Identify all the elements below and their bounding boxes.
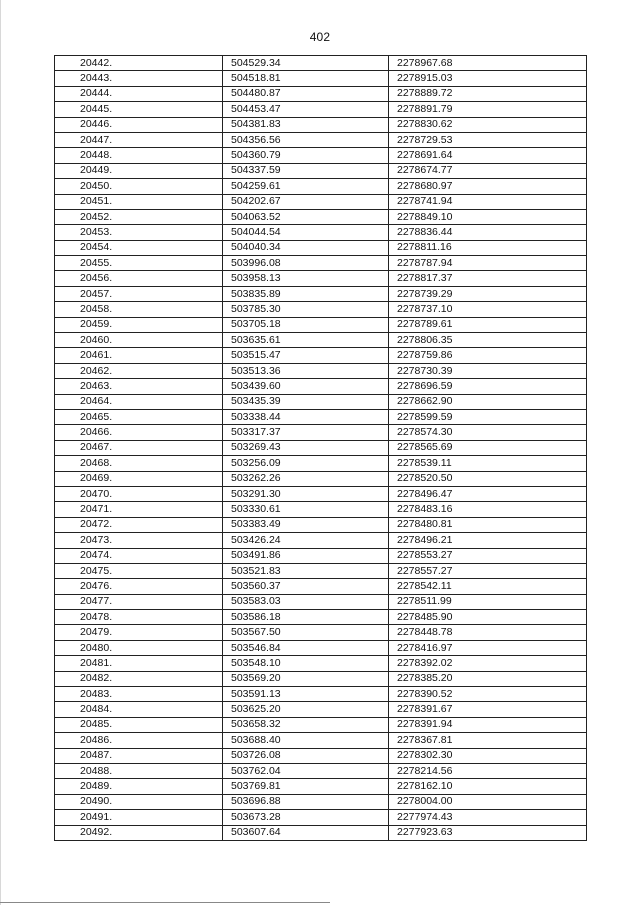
y-coordinate-cell: 2278302.30 bbox=[389, 748, 587, 763]
point-number-cell: 20444. bbox=[55, 86, 223, 101]
table-row bbox=[55, 209, 587, 224]
table-row bbox=[55, 471, 587, 486]
table-row bbox=[55, 333, 587, 348]
table-row bbox=[55, 132, 587, 147]
page-number: 402 bbox=[309, 30, 331, 44]
y-coordinate-cell: 2278214.56 bbox=[389, 763, 587, 778]
x-coordinate-cell: 503439.60 bbox=[223, 379, 389, 394]
x-coordinate-cell: 504480.87 bbox=[223, 86, 389, 101]
x-coordinate-cell: 503688.40 bbox=[223, 733, 389, 748]
x-coordinate-cell: 503586.18 bbox=[223, 610, 389, 625]
x-coordinate-cell: 503291.30 bbox=[223, 486, 389, 501]
x-coordinate-cell: 503546.84 bbox=[223, 640, 389, 655]
table-row bbox=[55, 240, 587, 255]
y-coordinate-cell: 2278741.94 bbox=[389, 194, 587, 209]
point-number-cell: 20462. bbox=[55, 363, 223, 378]
x-coordinate-cell: 504518.81 bbox=[223, 71, 389, 86]
y-coordinate-cell: 2278759.86 bbox=[389, 348, 587, 363]
x-coordinate-cell: 504356.56 bbox=[223, 132, 389, 147]
point-number-cell: 20487. bbox=[55, 748, 223, 763]
point-number-cell: 20474. bbox=[55, 548, 223, 563]
table-row bbox=[55, 286, 587, 301]
point-number-cell: 20454. bbox=[55, 240, 223, 255]
table-row bbox=[55, 825, 587, 840]
page-left-edge bbox=[0, 0, 1, 905]
point-number-cell: 20450. bbox=[55, 179, 223, 194]
x-coordinate-cell: 503705.18 bbox=[223, 317, 389, 332]
y-coordinate-cell: 2278789.61 bbox=[389, 317, 587, 332]
x-coordinate-cell: 503785.30 bbox=[223, 302, 389, 317]
y-coordinate-cell: 2278691.64 bbox=[389, 148, 587, 163]
x-coordinate-cell: 503762.04 bbox=[223, 763, 389, 778]
point-number-cell: 20469. bbox=[55, 471, 223, 486]
table-row bbox=[55, 502, 587, 517]
table-row bbox=[55, 517, 587, 532]
table-row bbox=[55, 640, 587, 655]
point-number-cell: 20472. bbox=[55, 517, 223, 532]
x-coordinate-cell: 503569.20 bbox=[223, 671, 389, 686]
table-row bbox=[55, 548, 587, 563]
x-coordinate-cell: 503262.26 bbox=[223, 471, 389, 486]
point-number-cell: 20468. bbox=[55, 456, 223, 471]
table-row bbox=[55, 763, 587, 778]
x-coordinate-cell: 503835.89 bbox=[223, 286, 389, 301]
y-coordinate-cell: 2277974.43 bbox=[389, 810, 587, 825]
point-number-cell: 20451. bbox=[55, 194, 223, 209]
y-coordinate-cell: 2278574.30 bbox=[389, 425, 587, 440]
x-coordinate-cell: 503625.20 bbox=[223, 702, 389, 717]
x-coordinate-cell: 504453.47 bbox=[223, 102, 389, 117]
point-number-cell: 20453. bbox=[55, 225, 223, 240]
y-coordinate-cell: 2278737.10 bbox=[389, 302, 587, 317]
point-number-cell: 20448. bbox=[55, 148, 223, 163]
point-number-cell: 20456. bbox=[55, 271, 223, 286]
y-coordinate-cell: 2278392.02 bbox=[389, 656, 587, 671]
point-number-cell: 20464. bbox=[55, 394, 223, 409]
point-number-cell: 20457. bbox=[55, 286, 223, 301]
point-number-cell: 20491. bbox=[55, 810, 223, 825]
y-coordinate-cell: 2278511.99 bbox=[389, 594, 587, 609]
point-number-cell: 20477. bbox=[55, 594, 223, 609]
x-coordinate-cell: 503491.86 bbox=[223, 548, 389, 563]
x-coordinate-cell: 503330.61 bbox=[223, 502, 389, 517]
table-row bbox=[55, 671, 587, 686]
table-row bbox=[55, 733, 587, 748]
x-coordinate-cell: 503269.43 bbox=[223, 440, 389, 455]
x-coordinate-cell: 503673.28 bbox=[223, 810, 389, 825]
table-row bbox=[55, 348, 587, 363]
point-number-cell: 20475. bbox=[55, 563, 223, 578]
x-coordinate-cell: 504044.54 bbox=[223, 225, 389, 240]
y-coordinate-cell: 2278662.90 bbox=[389, 394, 587, 409]
x-coordinate-cell: 503560.37 bbox=[223, 579, 389, 594]
table-row bbox=[55, 102, 587, 117]
point-number-cell: 20489. bbox=[55, 779, 223, 794]
point-number-cell: 20480. bbox=[55, 640, 223, 655]
y-coordinate-cell: 2278557.27 bbox=[389, 563, 587, 578]
x-coordinate-cell: 504202.67 bbox=[223, 194, 389, 209]
y-coordinate-cell: 2278004.00 bbox=[389, 794, 587, 809]
y-coordinate-cell: 2278367.81 bbox=[389, 733, 587, 748]
table-row bbox=[55, 409, 587, 424]
y-coordinate-cell: 2278674.77 bbox=[389, 163, 587, 178]
y-coordinate-cell: 2278496.47 bbox=[389, 486, 587, 501]
table-row bbox=[55, 394, 587, 409]
y-coordinate-cell: 2278539.11 bbox=[389, 456, 587, 471]
table-row bbox=[55, 317, 587, 332]
table-row bbox=[55, 225, 587, 240]
x-coordinate-cell: 503426.24 bbox=[223, 533, 389, 548]
point-number-cell: 20478. bbox=[55, 610, 223, 625]
y-coordinate-cell: 2278448.78 bbox=[389, 625, 587, 640]
x-coordinate-cell: 503958.13 bbox=[223, 271, 389, 286]
y-coordinate-cell: 2278496.21 bbox=[389, 533, 587, 548]
y-coordinate-cell: 2278696.59 bbox=[389, 379, 587, 394]
point-number-cell: 20458. bbox=[55, 302, 223, 317]
y-coordinate-cell: 2278806.35 bbox=[389, 333, 587, 348]
table-row bbox=[55, 486, 587, 501]
point-number-cell: 20460. bbox=[55, 333, 223, 348]
point-number-cell: 20445. bbox=[55, 102, 223, 117]
table-row bbox=[55, 302, 587, 317]
point-number-cell: 20449. bbox=[55, 163, 223, 178]
point-number-cell: 20447. bbox=[55, 132, 223, 147]
table-row bbox=[55, 687, 587, 702]
y-coordinate-cell: 2278729.53 bbox=[389, 132, 587, 147]
table-row bbox=[55, 194, 587, 209]
point-number-cell: 20442. bbox=[55, 56, 223, 71]
table-row bbox=[55, 86, 587, 101]
table-row bbox=[55, 594, 587, 609]
table-row bbox=[55, 794, 587, 809]
point-number-cell: 20490. bbox=[55, 794, 223, 809]
point-number-cell: 20461. bbox=[55, 348, 223, 363]
x-coordinate-cell: 503635.61 bbox=[223, 333, 389, 348]
y-coordinate-cell: 2278915.03 bbox=[389, 71, 587, 86]
point-number-cell: 20488. bbox=[55, 763, 223, 778]
y-coordinate-cell: 2278390.52 bbox=[389, 687, 587, 702]
y-coordinate-cell: 2278849.10 bbox=[389, 209, 587, 224]
table-row bbox=[55, 779, 587, 794]
point-number-cell: 20484. bbox=[55, 702, 223, 717]
point-number-cell: 20483. bbox=[55, 687, 223, 702]
x-coordinate-cell: 503338.44 bbox=[223, 409, 389, 424]
coordinates-table-body bbox=[55, 56, 587, 841]
y-coordinate-cell: 2278565.69 bbox=[389, 440, 587, 455]
y-coordinate-cell: 2278967.68 bbox=[389, 56, 587, 71]
y-coordinate-cell: 2278416.97 bbox=[389, 640, 587, 655]
y-coordinate-cell: 2278391.94 bbox=[389, 717, 587, 732]
y-coordinate-cell: 2278889.72 bbox=[389, 86, 587, 101]
x-coordinate-cell: 504259.61 bbox=[223, 179, 389, 194]
table-row bbox=[55, 717, 587, 732]
bottom-rule bbox=[0, 902, 330, 903]
x-coordinate-cell: 503726.08 bbox=[223, 748, 389, 763]
y-coordinate-cell: 2278739.29 bbox=[389, 286, 587, 301]
point-number-cell: 20463. bbox=[55, 379, 223, 394]
point-number-cell: 20471. bbox=[55, 502, 223, 517]
y-coordinate-cell: 2278391.67 bbox=[389, 702, 587, 717]
y-coordinate-cell: 2278730.39 bbox=[389, 363, 587, 378]
table-row bbox=[55, 179, 587, 194]
x-coordinate-cell: 503256.09 bbox=[223, 456, 389, 471]
table-row bbox=[55, 379, 587, 394]
y-coordinate-cell: 2278811.16 bbox=[389, 240, 587, 255]
y-coordinate-cell: 2278680.97 bbox=[389, 179, 587, 194]
y-coordinate-cell: 2278817.37 bbox=[389, 271, 587, 286]
x-coordinate-cell: 503696.88 bbox=[223, 794, 389, 809]
table-row bbox=[55, 702, 587, 717]
point-number-cell: 20479. bbox=[55, 625, 223, 640]
x-coordinate-cell: 503996.08 bbox=[223, 256, 389, 271]
point-number-cell: 20465. bbox=[55, 409, 223, 424]
y-coordinate-cell: 2277923.63 bbox=[389, 825, 587, 840]
x-coordinate-cell: 503567.50 bbox=[223, 625, 389, 640]
y-coordinate-cell: 2278480.81 bbox=[389, 517, 587, 532]
table-row bbox=[55, 56, 587, 71]
table-row bbox=[55, 533, 587, 548]
x-coordinate-cell: 503769.81 bbox=[223, 779, 389, 794]
y-coordinate-cell: 2278385.20 bbox=[389, 671, 587, 686]
point-number-cell: 20486. bbox=[55, 733, 223, 748]
point-number-cell: 20452. bbox=[55, 209, 223, 224]
y-coordinate-cell: 2278162.10 bbox=[389, 779, 587, 794]
x-coordinate-cell: 503591.13 bbox=[223, 687, 389, 702]
y-coordinate-cell: 2278787.94 bbox=[389, 256, 587, 271]
table-row bbox=[55, 256, 587, 271]
point-number-cell: 20485. bbox=[55, 717, 223, 732]
x-coordinate-cell: 503383.49 bbox=[223, 517, 389, 532]
table-row bbox=[55, 579, 587, 594]
x-coordinate-cell: 504063.52 bbox=[223, 209, 389, 224]
x-coordinate-cell: 503513.36 bbox=[223, 363, 389, 378]
table-row bbox=[55, 748, 587, 763]
point-number-cell: 20476. bbox=[55, 579, 223, 594]
y-coordinate-cell: 2278891.79 bbox=[389, 102, 587, 117]
table-row bbox=[55, 563, 587, 578]
y-coordinate-cell: 2278830.62 bbox=[389, 117, 587, 132]
point-number-cell: 20470. bbox=[55, 486, 223, 501]
point-number-cell: 20466. bbox=[55, 425, 223, 440]
table-row bbox=[55, 271, 587, 286]
x-coordinate-cell: 503658.32 bbox=[223, 717, 389, 732]
y-coordinate-cell: 2278542.11 bbox=[389, 579, 587, 594]
y-coordinate-cell: 2278520.50 bbox=[389, 471, 587, 486]
point-number-cell: 20443. bbox=[55, 71, 223, 86]
x-coordinate-cell: 503317.37 bbox=[223, 425, 389, 440]
table-row bbox=[55, 440, 587, 455]
x-coordinate-cell: 504360.79 bbox=[223, 148, 389, 163]
y-coordinate-cell: 2278836.44 bbox=[389, 225, 587, 240]
y-coordinate-cell: 2278483.16 bbox=[389, 502, 587, 517]
table-row bbox=[55, 656, 587, 671]
y-coordinate-cell: 2278599.59 bbox=[389, 409, 587, 424]
x-coordinate-cell: 503607.64 bbox=[223, 825, 389, 840]
table-row bbox=[55, 117, 587, 132]
x-coordinate-cell: 504381.83 bbox=[223, 117, 389, 132]
x-coordinate-cell: 503515.47 bbox=[223, 348, 389, 363]
x-coordinate-cell: 504337.59 bbox=[223, 163, 389, 178]
point-number-cell: 20492. bbox=[55, 825, 223, 840]
x-coordinate-cell: 503521.83 bbox=[223, 563, 389, 578]
table-row bbox=[55, 810, 587, 825]
table-row bbox=[55, 610, 587, 625]
table-row bbox=[55, 456, 587, 471]
point-number-cell: 20467. bbox=[55, 440, 223, 455]
table-row bbox=[55, 163, 587, 178]
point-number-cell: 20446. bbox=[55, 117, 223, 132]
x-coordinate-cell: 504040.34 bbox=[223, 240, 389, 255]
y-coordinate-cell: 2278485.90 bbox=[389, 610, 587, 625]
x-coordinate-cell: 503548.10 bbox=[223, 656, 389, 671]
table-row bbox=[55, 363, 587, 378]
point-number-cell: 20482. bbox=[55, 671, 223, 686]
coordinates-table bbox=[54, 55, 587, 841]
point-number-cell: 20459. bbox=[55, 317, 223, 332]
table-row bbox=[55, 148, 587, 163]
x-coordinate-cell: 504529.34 bbox=[223, 56, 389, 71]
point-number-cell: 20473. bbox=[55, 533, 223, 548]
table-row bbox=[55, 425, 587, 440]
point-number-cell: 20455. bbox=[55, 256, 223, 271]
y-coordinate-cell: 2278553.27 bbox=[389, 548, 587, 563]
table-row bbox=[55, 71, 587, 86]
x-coordinate-cell: 503435.39 bbox=[223, 394, 389, 409]
table-row bbox=[55, 625, 587, 640]
point-number-cell: 20481. bbox=[55, 656, 223, 671]
x-coordinate-cell: 503583.03 bbox=[223, 594, 389, 609]
